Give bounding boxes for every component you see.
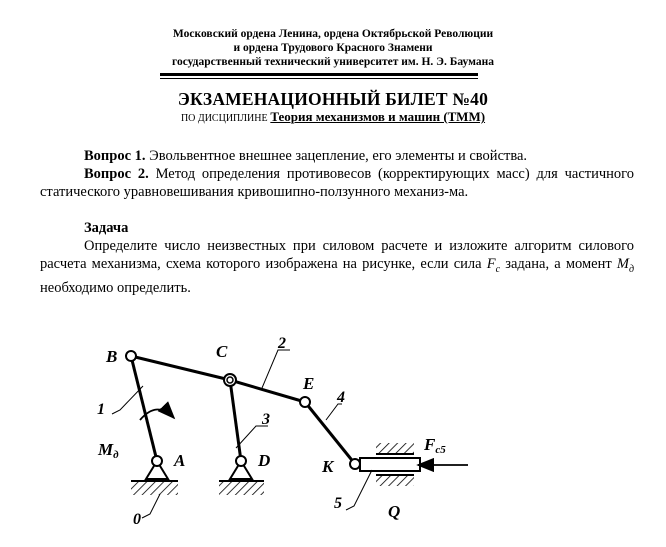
discipline-name: Теория механизмов и машин (ТММ): [270, 109, 486, 124]
link-3-rocker: [230, 380, 241, 461]
joint-b: [126, 351, 136, 361]
label-e: E: [303, 374, 315, 393]
link-2-ce: [230, 380, 305, 402]
leader-link-0: [142, 494, 160, 518]
question-1-text: Эвольвентное внешнее зацепление, его элементы и свойства.: [149, 148, 528, 164]
joint-a: [152, 456, 162, 466]
label-d: D: [258, 451, 271, 470]
leader-link-4: [326, 404, 342, 420]
slider-guide: [360, 443, 420, 486]
joint-k: [350, 459, 360, 469]
link-4-ek: [305, 402, 355, 464]
label-a: A: [174, 451, 186, 470]
label-link-5: 5: [334, 495, 342, 512]
question-1-label: Вопрос 1.: [84, 148, 146, 164]
label-moment: Mд: [98, 440, 119, 461]
leader-link-3: [236, 426, 268, 448]
task-heading: Задача: [84, 220, 129, 236]
university-header-line-1: Московский ордена Ленина, ордена Октябрьской Революции: [172, 28, 494, 40]
label-link-1: 1: [97, 401, 105, 418]
university-header-line-3: государственный технический университет им. Н. Э. Баумана: [172, 56, 494, 68]
discipline-prefix: ПО ДИСЦИПЛИНЕ: [180, 113, 268, 124]
link-1-crank: [131, 356, 157, 461]
label-c: C: [216, 342, 228, 361]
joint-d: [236, 456, 246, 466]
question-2-label: Вопрос 2.: [84, 166, 149, 182]
question-2-text: Метод определения противовесов (корректирующих масс) для частичного статического уравновешивания кривошипно-ползунного механиз-ма.: [40, 166, 635, 200]
label-force: Fc5: [424, 435, 446, 456]
slider-block: [360, 458, 420, 471]
label-k: K: [322, 457, 334, 476]
leader-link-1: [112, 386, 143, 414]
force-symbol: $F_c$: [486, 256, 501, 275]
task-text: Определите число неизвестных при силовом расчете и изложите алгоритм силового расчета механизма, схема которого изображена на рисунке, если сила $F_c$ задана, а момент $M_д$ необходимо определить.: [40, 238, 635, 296]
joint-e: [300, 397, 310, 407]
label-link-2: 2: [278, 335, 286, 352]
leader-link-5: [346, 470, 372, 510]
label-link-0: 0: [133, 511, 141, 528]
label-link-3: 3: [262, 411, 270, 428]
label-link-4: 4: [337, 389, 345, 406]
label-q: Q: [388, 502, 401, 521]
moment-symbol: $M_д$: [616, 256, 635, 275]
ticket-title: ЭКЗАМЕНАЦИОННЫЙ БИЛЕТ №40: [177, 89, 489, 109]
label-b: B: [106, 347, 118, 366]
university-header-line-2: и ордена Трудового Красного Знамени: [233, 42, 433, 54]
leader-link-2: [262, 350, 290, 388]
